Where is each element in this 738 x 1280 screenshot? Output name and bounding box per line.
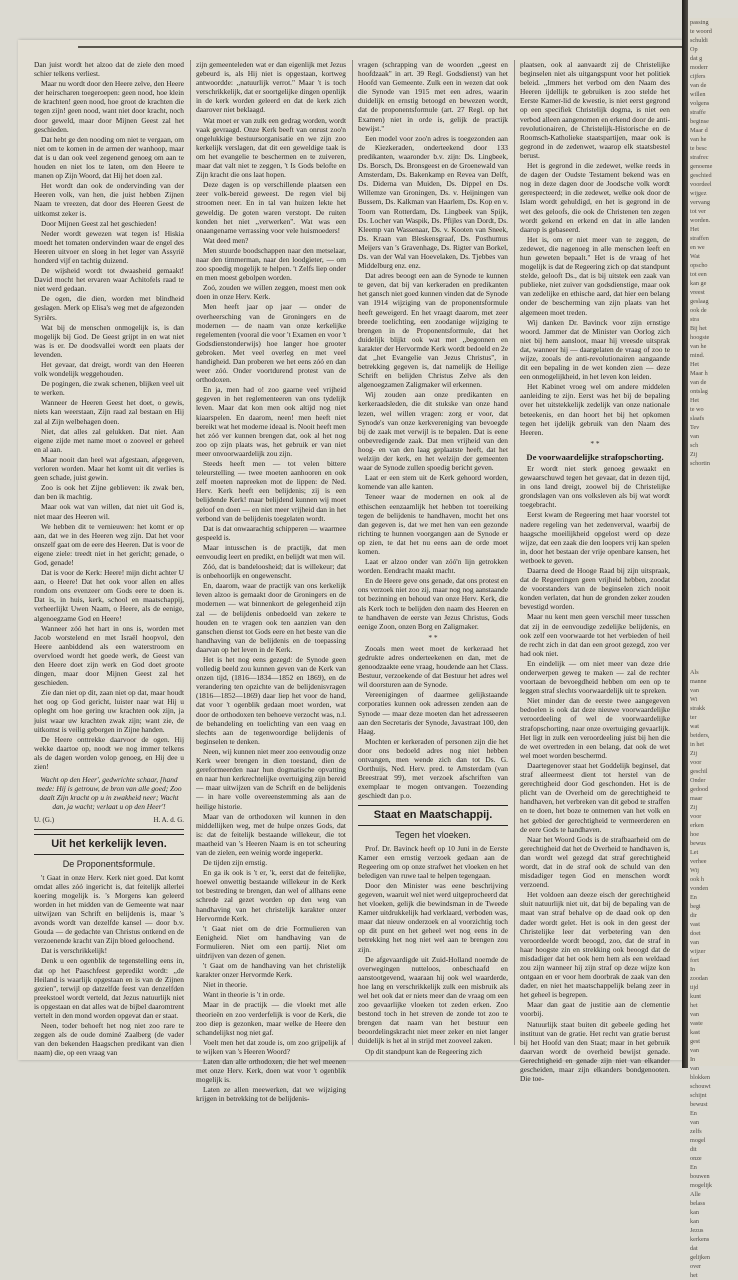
paragraph: Deze dagen is op verschillende plaatsen een zeer volk-bereid geweest. De regen viel bij stroomen neer. En in tal van huizen lekte het geweldig. De goten waren verstopt. De ruiten konden het niet ,,verwerken". Wat was een onaangename verrassing voor vele huismoeders!: [196, 180, 346, 235]
next-page-fragment: Let: [690, 849, 699, 856]
next-page-fragment: gest: [690, 1038, 700, 1045]
paragraph: En ja, men had o! zoo gaarne veel vrijheid gegeven in het reglementeeren van ons tydelijk leven. Maar dat kon men ook altijd nog niet kiaarspelen. En daarom, neen! men heeft niet bereikt wat het moderne ideaal is. Nooit heeft men het zóó ver kunnen brengen dat, ook al het nog zoo op zijn plaats was, het gebruik er van niet meer onvoorwaardelijk zou zijn.: [196, 385, 346, 458]
paragraph: Neen, wij kunnen niet meer zoo eenvoudig onze Kerk weer brengen in dien toestand, dien de gereformeerden naar hun dogmatische opvatting en naar hun kerkrechtelijke overtuiging zijn bereid — maar uitwijzen van de Schrift en de belijdenis — in hare volle overeenstemming als aan de heilige historie.: [196, 746, 346, 811]
next-page-fragment: te wo: [690, 406, 704, 413]
paragraph: Men stuurde boodschappen naar den metselaar, naar den timmerman, naar den loodgieter, — om zoo spoedig mogelijk te helpen. 't Zelfs liep onder en men moest gebolpen worden.: [196, 245, 346, 283]
paragraph: Zoó, zouden we willen zeggen, moest men ook doen in onze Herv. Kerk.: [196, 283, 346, 302]
paragraph: Wat deed men?: [203, 235, 249, 245]
paragraph: En, daarom, waar de practijk van ons kerkelijk leven alzoo is gemaakt door de Groningers en de modernen — wat binnenkort de gelegenheid zijn zal — de belijdenis onbedoeld van zekere te houden en te vragen ook ten aanzien van den ganschen dienst tot Gods eere en het beste van die handhaving van de belijdenis en de toepassing daarvan op het leven in de Kerk.: [196, 581, 346, 654]
next-page-fragment: te besc: [690, 145, 708, 152]
paragraph: Maar van de orthodoxen wil kunnen in den middellijken weg, met de hulpe onzes Gods, dat is: dat de feitelijk bestaande willekeur, die tot maatheid van 's Heeren Naam is en tot scheuring van de zielen, een weinig worde ingeperkt.: [196, 811, 346, 857]
next-page-fragment: blokken: [690, 1074, 710, 1081]
column-2: [196, 60, 347, 1104]
next-page-fragment: van he: [690, 343, 707, 350]
column-divider: [514, 60, 515, 1045]
adjacent-page-edge: [688, 18, 738, 1279]
next-page-fragment: gedood: [690, 786, 709, 793]
paragraph: Naar het Woord Gods is de strafbaarheid om de gerechtigheid dat het de Overheid te handhaven is, dan wordt wel gezegd dat straf gerechtigheid wordt, dat in de straf ook de schuld van den misdadiger tegen God en menschen wordt verzoend.: [520, 834, 670, 890]
next-page-fragment: onze: [690, 1155, 702, 1162]
next-page-fragment: vonden: [690, 885, 709, 892]
next-page-fragment: van: [690, 687, 699, 694]
paragraph: Prof. Dr. Bavinck heeft op 10 Juni in de Eerste Kamer een ernstig verzoek gedaan aan de Regeering om op onze strafwet het vloeken en het beledigen van ruwe taal te helpen tegengaan.: [358, 843, 508, 880]
next-page-fragment: kan: [690, 1218, 699, 1225]
next-page-fragment: Het: [690, 226, 699, 233]
paragraph: Maar ook wat van willen, dat niet uit God is, niet maar des Heeren wil.: [34, 502, 184, 521]
heading-line: Door Mijnen Geest zal het geschieden!: [41, 218, 157, 228]
section-stars: * *: [428, 632, 438, 642]
next-page-fragment: En: [690, 1164, 697, 1171]
next-page-fragment: ook h: [690, 876, 704, 883]
next-page-fragment: En: [690, 894, 697, 901]
next-page-fragment: cijfers: [690, 73, 706, 80]
next-page-fragment: dit: [690, 1146, 697, 1153]
next-page-fragment: Onder: [690, 777, 706, 784]
paragraph: En de Heere geve ons genade, dat ons protest en ons verzoek niet zoo zij, maar nog nog aanstaande tot bezinning en behoud van onze Herv. Kerk, die als Kerk toch te belijden den naam des Heeren en te handhaven de eerste van Jezus Christus, Gods eenige Zoon, onzen Borg en Zaligmaker.: [358, 576, 508, 631]
next-page-fragment: maar: [690, 795, 703, 802]
signature-left: U. (G.): [34, 815, 55, 824]
next-page-fragment: Wij: [690, 867, 700, 874]
next-page-fragment: Alle: [690, 1191, 701, 1198]
paragraph: Wanneer zóó het hart in ons is, worden met Jacob worstelend en met Israël hoopvol, den Heere aanbiddend als een waterstroom en overvloed wordt het goede werk, de Geest van den Heere doet zijn werk en God doet groote dingen, maar door Mijnen Geest zal het geschieden.: [34, 623, 184, 688]
paragraph: 't Gaat in onze Herv. Kerk niet goed. Dat komt omdat alles zóó ingericht is, dat feitelijk allerlei koering mogelijk is. 's Morgens kan geleerd worden in het midden van de Gemeente wat naar uitwijzen van Schrift en belijdenis is, maar 's avonds wordt van dezelfde kansel — door b.v. Gouda — de gedachte van Christus ontkend en de verzoenende kracht van Zijn bloed geloochend.: [34, 872, 184, 946]
paragraph: Wat bij de menschen onmogelijk is, is dan mogelijk bij God. De Geest grijpt in en wat niet was is er. De doodsvallei wordt een plaats der levenden.: [34, 322, 184, 359]
paragraph: En eindelijk — om niet meer van deze drie onderwerpen geweg te maken — zal de rechter voortaan de bevoegdheid hebben om een op te leggen straf slechts voorwaardelijk uit te spreken.: [520, 658, 670, 696]
paragraph: Zoo is ook het Zijne geblieven: ik zwak ben, dan ben ik machtig.: [34, 483, 184, 502]
paragraph: Mochten er kerkeraden of personen zijn die het door ons bedoeld adres nog niet hebben ontvangen, men wende zich dan tot Ds. G. Oorthuijs, Ned. Herv. pred. te Amsterdam (van Breestraat 99), met verzoek afschriften van exemplaar te mogen ontvangen. Toezending geschiedt dan p.o.: [358, 736, 508, 801]
signature-right: H. A. d. G.: [153, 815, 184, 824]
column-3: [358, 60, 508, 1056]
paragraph: Zie dan niet op dit, zaan niet op dat, maar houdt het oog op God gericht, luister naar wat Hij u opleght om hoe gering uw krachten ook zijn, ja juist waar uw krachten zwak zijn; want zie, de uitkomst is veilig geborgen in Zijne handen.: [34, 688, 184, 734]
section-title: Uit het kerkelijk leven.: [34, 834, 184, 855]
next-page-fragment: straffe: [690, 109, 706, 116]
next-page-fragment: bewus: [690, 840, 706, 847]
next-page-fragment: Maar h: [690, 370, 708, 377]
next-page-fragment: schuldi: [690, 37, 708, 44]
article-title: De Proponentsformule.: [62, 858, 156, 869]
next-page-fragment: kunt: [690, 993, 702, 1000]
top-rule: [78, 46, 682, 48]
next-page-fragment: erken: [690, 822, 704, 829]
next-page-fragment: willen: [690, 91, 706, 98]
paragraph: Niet minder dan de eerste twee aangegeven bedoelen is ook dat deze nieuwe voorwaardelijke veroordeeling of wel de voorwaardelijke strafopschorting, naar onze overtuiging gevaarlijk. Het ligt in zulk een veroordeeling juist bij hen die de wet overtreden in een belang, dat ook de wet wel moet worden beschermd.: [520, 696, 670, 760]
next-page-fragment: van: [690, 1119, 699, 1126]
next-page-fragment: gelijken: [690, 1254, 710, 1261]
next-page-fragment: ontslag: [690, 388, 708, 395]
next-page-fragment: vast: [690, 921, 700, 928]
next-page-fragment: passing: [690, 19, 709, 26]
next-page-fragment: van de: [690, 82, 707, 89]
paragraph: 't Gaat niet om de drie Formulieren van Eenigheid. Niet om handhaving van de Formulieren. Niet om een partij. Niet om uitdrijven van dezen of genen.: [196, 923, 346, 960]
next-page-fragment: Zij: [690, 804, 698, 811]
next-page-fragment: Zij: [690, 750, 698, 757]
paragraph: Steeds heeft men — tot velen bittere teleurstelling — twee moeten aanhooren en ook zelf moeten napreeken mot de lippen: de Ned. Herv. Kerk heeft een belijdenis; zij is een belijdende Kerk! maar belijdend kunnen wij moet geloof en doen — en niet meer vrijheid dan in het verbond van de belijdenis toegelaten wordt.: [196, 459, 346, 523]
column-4: [520, 60, 670, 1084]
next-page-fragment: stra: [690, 316, 699, 323]
paragraph: Door den Minister was eene beschrijving gegeven, waaruit wel niet werd uitgeprocheerd dat het vloeken, gelijk die bewindsman in de Tweede Kamer uitdrukkelijk had verklaard, verboden was, maar dat nieuw onderzoek en al voorzichtig toch op dit punt en het geheel wet nog eens in de betrekking het nog niet wel aan te brengen zou zijn.: [358, 880, 508, 954]
paragraph: Neder wordt gewezen wat tegen is! Hiskia moedt het tomaten ondervinden waar de engel des Heeren uitvoer en sloeg in het leger van Assyrië honderd vijf en tachtig duizend.: [34, 228, 184, 265]
paragraph: Het is, om er niet meer van te zeggen, de zedewet, die nagenoeg in alle menschen leeft en hun geweten bepaalt." Het is de vraag of het mogelijk is dat de Regeering zich op dat standpunt stelde, gelooft Ds., dat is bij uitstek een zaak van publieke, niet zuiver van godsdienstige, maar ook van zedelijke en ethische aard, dat hier een belang onder de bescherming van zijn plaats van het algemeen moet treden.: [520, 234, 670, 317]
next-page-fragment: belass: [690, 1200, 706, 1207]
next-page-fragment: schortin: [690, 460, 710, 467]
next-page-fragment: strafrec: [690, 154, 709, 161]
next-page-fragment: zoodan: [690, 975, 708, 982]
paragraph: De pogingen, die zwak schenen, blijken veel uit te werken.: [34, 379, 184, 398]
next-page-fragment: geslaag: [690, 298, 709, 305]
paragraph: Laat er alzoo onder van zóó'n lijn getrokken worden. Eendracht maakt macht.: [358, 557, 508, 576]
next-page-fragment: ook de: [690, 307, 707, 314]
next-page-fragment: fort: [690, 957, 699, 964]
next-page-fragment: voor: [690, 813, 702, 820]
paragraph: Niet in theorie.: [203, 980, 248, 990]
next-page-fragment: volgens: [690, 100, 710, 107]
next-page-fragment: tijd: [690, 984, 699, 991]
paragraph: Maar dan gaat de justitie aan de clementie voorbij.: [520, 1000, 670, 1019]
next-page-fragment: Wat: [690, 253, 700, 260]
next-page-fragment: In: [690, 966, 696, 973]
signature-line: [34, 816, 184, 825]
next-page-fragment: vaste: [690, 1020, 703, 1027]
article-title: Tegen het vloeken.: [395, 829, 471, 840]
next-page-fragment: vreest: [690, 289, 705, 296]
next-page-fragment: sch: [690, 442, 699, 449]
next-page-fragment: beiders,: [690, 732, 710, 739]
paragraph: Niet, dat alles zal gelukken. Dat niet. Aan eigene zijde met name moet o zooveel er geheel en al aan.: [34, 426, 184, 454]
paragraph: Wanneer de Heeren Geest het doet, o gewis, niets kan weerstaan, Zijn raad zal bestaan en Hij zal al Zijn welbehagen doen.: [34, 398, 184, 426]
paragraph: Het wordt dan ook de ondervinding van der Heeren volk, van hen, die juist hebben Zijnen Naam te vreezen, dat door des Heeren Geest de uitkomst zeker is.: [34, 181, 184, 218]
paragraph: Zóó, dat is bandeloosheid; dat is willekeur; dat is onbehoorlijk en ongewenscht.: [196, 562, 346, 581]
next-page-fragment: Tev: [690, 424, 700, 431]
next-page-fragment: in het: [690, 741, 704, 748]
next-page-fragment: dir: [690, 912, 697, 919]
next-page-fragment: begi: [690, 903, 701, 910]
next-page-fragment: manne: [690, 678, 707, 685]
next-page-fragment: straffen: [690, 235, 709, 242]
next-page-fragment: voor: [690, 759, 702, 766]
paragraph: De ogen, die dien, worden met blindheid geslagen. Merk op Elisa's weg met de afgezonden Syriërs.: [34, 294, 184, 322]
paragraph: Dan juist wordt het alzoo dat de ziele den moed schier telkens verliest.: [34, 60, 184, 79]
paragraph: Wij danken Dr. Bavinck voor zijn ernstige woord. Jammer dat de Minister van Oorlog zich niet bij hem aansloot, maar hij vreesde uitsprak dat, wanneer hij — daargelaten de vraag of zoo te wijze, zooals de anti-revolutionairen aangaande dit een bepaling in de wet konden zien — deze een onmogelijkheid, in het leven kon leiden.: [520, 317, 670, 382]
next-page-fragment: moderr: [690, 64, 708, 71]
paragraph: Maar nu kent men geen verschil meer tusschen dat zij in de eenvoudige zedelijke belijdenis, en ook zelf een voorwaarde tot het verbieden of heil de recht zich in dat dan een groot gezegd, zoo ver had ook niet.: [520, 612, 670, 658]
next-page-fragment: strakk: [690, 705, 706, 712]
paragraph: Maar nooit dan heel wat afgestaan, afgegeven, verloren worden. Maar het komt uit dit verlies is geen schade, juist gewin.: [34, 454, 184, 483]
next-page-fragment: In: [690, 1056, 696, 1063]
column-divider: [190, 60, 191, 1045]
paragraph: Het gevaar, dat dreigt, wordt van den Heeren volk wondelijk weggehouden.: [34, 360, 184, 379]
paragraph: Er wordt niet sterk genoeg gewaakt en gewaarschuwd tegen het gevaar, dat in dezen tijd, in ons land dreigt, zoowel bij de Christelijke grondslagen van ons volksleven als bij wat wordt toegebracht.: [520, 463, 670, 510]
paragraph: Laten ze allen meewerken, dat we wijziging krijgen in betrekking tot de belijdenis-: [196, 1085, 346, 1104]
next-page-fragment: zelfs: [690, 1128, 702, 1135]
paragraph: Voelt men het dat zoude is, om zoo grijpelijk af te wijken van 's Heeren Woord?: [196, 1037, 346, 1056]
next-page-fragment: doet: [690, 930, 701, 937]
next-page-fragment: van: [690, 1047, 699, 1054]
section-stars: * *: [590, 438, 600, 448]
next-page-fragment: ter: [690, 714, 697, 721]
next-page-fragment: van he: [690, 136, 707, 143]
next-page-fragment: dat: [690, 1245, 698, 1252]
paragraph: Daartegenover staat het Goddelijk beginsel, dat straf alleermeest dient tot herstel van de gerechtigheid door God geschonden. Het is de plicht van de Overheid om de gerechtigheid te handhaven, het verbreken van dit gebod te straffen en te doen, het boze te ontnemen van het volk en het gebied der gerechtigheid te vermeerderen en de eere Gods te handhaven.: [520, 760, 670, 834]
paragraph: Laat er een stem uit de Kerk gehoord worden, komende van alle kanten.: [358, 473, 508, 492]
next-page-fragment: mogelijk: [690, 1182, 712, 1189]
paragraph: Natuurlijk staat buiten dit gebeele geding het instituut van de gratie. Het recht van gratie berust bij het Hoofd van den Staat; maar in het gebruik daarvan wordt de overheid bewijst genade. Gerechtigheid en genade zijn niet van elkander gescheiden, maar zijn elkanders bondgenooten. Die toe-: [520, 1019, 670, 1084]
next-page-fragment: kast: [690, 1029, 700, 1036]
next-page-fragment: genoeme: [690, 163, 713, 170]
paragraph: Want in theorie is 't in orde.: [203, 990, 285, 1000]
next-page-fragment: van: [690, 1011, 699, 1018]
next-page-fragment: bouwen: [690, 1173, 710, 1180]
next-page-fragment: van: [690, 939, 699, 946]
next-page-fragment: hoe: [690, 831, 699, 838]
paragraph: Het is het nog eens gezegd: de Synode geen volledig beeld zou kunnen geven van de Kerk van onzen tijd, (1816—1834—1852 en 1869), en de verandering ten opzichte van de belijdenisvragen (1816—1852—1869) daar liep het voor de hand, dat voor 't ogenblik gedaan moet worden, wat door de orthodoxen ten behoeve verzocht was, n.l. de behandeling en toelichting van een vaag en slechts aan de tegenwoordige belijdenis of beginselen te denken.: [196, 655, 346, 746]
paragraph: plaatsen, ook al aanvaardt zij de Christelijke beginselen niet als uitgangspunt voor het politiek beleid. ,,Immers het verbod om den Naam des Heeren ijdellijk te gebruiken is zoo stelde het Eerste Kamer-lid de kwestie, is niet eerst gegrond op een specifiek Christelijk dogma, is niet een verbod alleen aangenomen en erkend door de anti-revolutionairen, de Christelijk-Historische en de Roomsch-Katholieke staatspartijen, maar ook is gegrond in de zedenwet, waarop elk staatsbestel berust.: [520, 60, 670, 160]
column-1: [34, 60, 185, 1058]
next-page-fragment: wijgez: [690, 190, 707, 197]
next-page-fragment: Maar d: [690, 127, 708, 134]
paragraph: Neen, toder behoeft het nog niet zoo rare te zeggen als de oude dominé Zaalberg (de vader van den bekenden Haagschen predikant van dien naam) die, op een vraag van: [34, 1021, 184, 1058]
next-page-fragment: schouwt: [690, 1083, 711, 1090]
next-page-fragment: tot een: [690, 271, 707, 278]
paragraph: Vereenigingen of daarmee gelijkstaande corporaties kunnen ook adressen zenden aan de Synode — maar deze moeten dan het adresseeren aan den Secretaris der Synode, Javastraat 100, den Haag.: [358, 690, 508, 736]
next-page-fragment: Wi: [690, 696, 698, 703]
next-page-fragment: Jezus: [690, 1227, 704, 1234]
paragraph: De tijden zijn ernstig.: [203, 858, 268, 868]
next-page-fragment: slaafs: [690, 415, 705, 422]
paragraph: Eerst kwam de Regeering met haar voorstel tot nadere regeling van het zedenverval, waarbij de haagsche moeilijkheid opgelost werd op deze wijze, dat een zaak die den loopers vrij kan spelen in, door het bestaan der vrije openbare kansen, het wetboek te geven.: [520, 510, 670, 565]
paragraph: Maar nu wordt door den Heere zelve, den Heere der heirscharen toegeroepen: geen nood, hoe klein de krachten! geen nood, hoe groot de krachten die tegen zijn! geen nood, want niet door kracht, noch door geweld, maar door Mijnen Geest zal het geschieden.: [34, 79, 184, 134]
paragraph: Dat hebt ge den nooding om niet te vergaan, om niet om te komen in de armen der wanhoop, maar dat is u dan ook veel zegenend genoeg om aan te houden en niet los te laten, om den Heere te manen op Zijn Woord, dat Hij het doen zal.: [34, 134, 184, 181]
paragraph: Maar in de practijk — die vloekt met alle theorieën en zoo verderfelijk is voor de Kerk, die zoo diep is gezonken, maar welke de Heere den schandelijkst nog niet gaf.: [196, 1000, 346, 1037]
paragraph: Men heeft jaar op jaar — onder de overheersching van de Groningers en de modernen — de naam van onze kerkelijke regelementen (vooral die voor 't Examen en voor 't Godsdienstonderwijs) hoe langer hoe grooter gebroken. Met veel overleg en met veel handigheid. Dan proberen we het eens zóó en dan weer zóó. Onder voortdurend protest van de orthodoxen.: [196, 302, 347, 385]
next-page-fragment: te woord: [690, 28, 712, 35]
paragraph: En ga ik ook is 't er, 'k, eerst dat de feitelijke, hoewel onwettig bestaande willekeur in de Kerk tot bestreding te brengen, dan wel of allhans eene schrede zal gezet worden op den weg van handhaving van het christelijk karakter onzer Hervormde Kerk.: [196, 868, 346, 923]
next-page-fragment: verhee: [690, 858, 707, 865]
newspaper-page: [18, 40, 682, 1104]
next-page-fragment: schijnt: [690, 1092, 707, 1099]
next-page-fragment: wijzer: [690, 948, 706, 955]
paragraph: Wij zouden aan onze predikanten en kerkeraadsleden, die dit stukske van onze hand lezen, wel willen vragen: zorg er voor, dat Synode's van onze kerkvereniging van bevoegde bij de zaak met verwijl is te bepalen. Dat is eene onbevredigende zaak. Dat men vrijheid van den hoog- en van den laag geplaatste heeft, dat het welzijn der kerk, en het welzijn der gemeenten waar de Synode zullen spoedig bericht geven.: [358, 390, 508, 473]
paragraph: Teneer waar de modernen en ook al de ethischen eenzaamlijk het hebben tot toereiking tegen de belijdenis te handhaven, mocht het ons dan gegeven is, dat we met hen van een gezonde richting te hunnen voorgangen aan de Synode er op zien, te dat het nu eens aan de orde moet komen.: [358, 492, 508, 556]
next-page-fragment: wat: [690, 723, 699, 730]
next-page-fragment: mogel: [690, 1137, 706, 1144]
paragraph: Laten dan alle orthodoxen, die het wel meenen met onze Herv. Kerk, doen wat voor 't ogenblik mogelijk is.: [196, 1057, 346, 1085]
paragraph: Denk u een ogenblik de tegenstelling eens in, dat op het Paaschfeest gepredikt wordt: ,,de Heiland is waarlijk opgestaan en is van de Zijnen gezien", terwijl op datzelfde feest van denzelfden preekstoel wordt verteld, dat Jezus natuurlijk niet is opgestaan en dat alles wat de bijbel daaromtrent vertelt in den mond worden opgevat dan er staat.: [34, 956, 184, 1020]
next-page-fragment: vervang: [690, 199, 710, 206]
paragraph: Dat adres beoogt een aan de Synode te kunnen te geven, dat bij van kerkeraden en predikanten het gansch niet goed kunnen vinden dat de Synode van 1914 wijziging van de proponentsformule heeft geweigerd. En het vraagt daarom, met zeer breede toelichting, een zoodanige wijziging te brengen in de Proponentsformule, dat het duidelijk blijkt ook wat met ,,begonnen en karakter der Hervormde Kerk wordt bedoeld en 2e dat ,,het Evangelie van Jezus Christus", in betrekking gegeven is, dat namelijk de Heilige Schrift en belijden Christus Zelve als den algenoegzamen Zaligmaker wil erkennen.: [358, 271, 508, 390]
next-page-fragment: hoogste: [690, 334, 710, 341]
next-page-fragment: en we: [690, 244, 705, 251]
next-page-fragment: het: [690, 1272, 698, 1279]
paragraph: zijn gemeenteleden wat er dan eigenlijk met Jezus gebeurd is, als Hij niet is opgestaan, kortweg antwoordde: ,,natuurlijk verrot." Maar 't is toch verschrikkelijk, dat er soortgelijke dingen openlijk in de kerk worden geleerd en dat de kerk zich daarover niet beklaagd.: [196, 60, 346, 115]
next-page-fragment: opscho: [690, 262, 708, 269]
paragraph: vragen (schrapping van de woorden ,,geest en hoofdzaak" in art. 39 Regl. Godsdienst) van het Hoofd van Gemeente. Zulk een in wezen dat ook die Synode van 1915 met een adres, waarin duidelijk en ernstig betoogd en bewezen wordt, dat de proponentsformule (art. 27 Regl. op het Examen) niet in orde is, gelijk de practijk bewijst.": [358, 60, 508, 133]
next-page-fragment: kan ge: [690, 280, 707, 287]
paragraph: Dat is dat onwaarachtig schipperen — waarmee gespeeld is.: [196, 523, 346, 542]
next-page-fragment: worden.: [690, 217, 711, 224]
next-page-fragment: Op: [690, 46, 698, 53]
paragraph: De afgevaardigde uit Zuid-Holland noemde de overwegingen nutteloos, onbeschaafd en aanstootgevend, waaraan hij ook wel waarderde, hoe lang en verschrikkelijk zulk een misbruik als wel het ook dat er niets meer dan de vraag om een zoo gevaarlijke vloeken tot zeden erken. Zoo bestond toch in het streven de zonde tot zoo te brengen dat naam van het bestuur een beoordelingskracht niet meer zeker en niet langer duidelijk is het al in strijd met zooveel zaken.: [358, 954, 508, 1046]
next-page-fragment: voordeel: [690, 181, 712, 188]
next-page-fragment: Als: [690, 669, 699, 676]
paragraph: Dat is verschrikkelijk!: [41, 946, 108, 956]
next-page-fragment: van: [690, 1065, 699, 1072]
next-page-fragment: van de: [690, 379, 707, 386]
paragraph: 't Gaat om de handhaving van het christelijk karakter onzer Hervormde Kerk.: [196, 961, 346, 980]
next-page-fragment: Bij het: [690, 325, 707, 332]
section-title: Staat en Maatschappij.: [358, 805, 508, 826]
divider: [34, 829, 184, 830]
paragraph: Wat moet er van zulk een gedrag worden, wordt vaak gevraagd. Onze Kerk beeft van onrust zoo'n ongelukkige bestuursorganisatie en we zijn zoo kerkelijk verslagen, dat dit een geweldige taak is om het evangelie te beschermen en te zuiveren, maar dat valt niet te zeggen, 't Is Gods belofte en Zijn kracht die ons laat hopen.: [196, 115, 346, 180]
next-page-fragment: Zij: [690, 451, 698, 458]
next-page-fragment: het: [690, 1002, 698, 1009]
paragraph: Daarna deed de Hooge Raad bij zijn uitspraak, dat de Regeeringen geen vrijheid hebben, zoodat de voorstanders van de beginselen zich nooit konden verlaten, dat hun de gronden zeker zouden bevestigd worden.: [520, 565, 670, 612]
paragraph: Het Kabinet vroeg wel om andere middelen aanleiding te zijn. Eerst was het bij de bepaling over het uitstekkelijk zedelijk van onze nationale beteekenis, en dan hoort het bij het opkomen tegen het ijdelijk gebruik van den Naam des Heeren.: [520, 382, 670, 437]
paragraph: Het voldoen aan deeze eisch der gerechtigheid sluit natuurlijk niet uit, dat bij de bepaling van de maat van straf behalve op de daad ook op den dader wordt gelet. Het is ook in den geest der Christelijke leer dat verbetering van den veroordeelde wordt beoogd, zoo, dat de straf in haar hoogste zin en strekking ook beoogd dat de misdadiger dat het ook hem hem als een weldaad zou zijn wanneer hij zijn straf op deze wijze kon ontgaan en er voor hem doorbrak de zaak van den dader, en niet het maatschappelijk belang zeer in het geheel is begrepen.: [520, 890, 670, 1000]
next-page-fragment: Het: [690, 361, 699, 368]
paragraph: Op dit standpunt kan de Regeering zich: [365, 1046, 482, 1056]
next-page-fragment: mind.: [690, 352, 705, 359]
next-page-fragment: kan: [690, 1209, 699, 1216]
next-page-fragment: En: [690, 1110, 697, 1117]
next-page-fragment: Het: [690, 397, 699, 404]
paragraph: Een model voor zoo'n adres is toegezonden aan de Kiezkeraden, onderteekend door 133 predikanten, waaronder b.v. zijn: Ds. Lingbeek, Ds. Borsch, Ds. Bronsgeest en de Groenewald van Amsterdam, Ds. Bakenkamp en Revea van Delft, Ds. Diderna van Muiden, Ds. Dippel en Ds. Willemze van Groningen, Ds. v. Heijningen van Bussem, Ds. Kalkman van Haarlem, Ds. Kop en v. Toorn van Rotterdam, Ds. Lingbeek van Spijk, Ds. Locher van Waspik, Ds. Pfijles van Dordt, Ds. Kleemp van Wassenaar, Ds. v. Kooten van Sneek, Ds. Kraan van Bleskensgraaf, Ds. Posthumus Meijers van 's Gravenhage, Ds. Rigter van Borkel, Ds. van der Wal van Hoevelaken, Ds. Tjebbes van Middelburg enz. enz.: [358, 133, 508, 271]
next-page-fragment: tot ver: [690, 208, 706, 215]
article-title: De voorwaardelijke strafopschorting.: [526, 451, 664, 462]
next-page-fragment: over: [690, 1263, 701, 1270]
poem-stanza: Wacht op den Heer', gedwrichte schaar, [hand mede: Hij is getrouw, de bron van alle goed; Zoo daalt Zijn kracht op u in zwakheid neer; Wacht dan, ja wacht; verlaat u op den Heer'!: [36, 775, 182, 812]
next-page-fragment: kerkens: [690, 1236, 710, 1243]
next-page-fragment: dat g: [690, 55, 703, 62]
next-page-fragment: geschied: [690, 172, 712, 179]
column-divider: [352, 60, 353, 1045]
paragraph: Het is gegrond in die zedewet, welke reeds in de dagen der Oudste Testament bekend was en nog in deze dagen door de Joodsche volk wordt gerespecteerd; in die zedewet, welke ook door de Islam wordt gehuldigd, en het is gegrond in de wet des geloofs, die ook de Christenen ten zegen wordt gekend en erkend en dat in alle landen daarop is gebaseerd.: [520, 161, 670, 234]
paragraph: Dat is voor de Kerk: Heere! mijn dicht achter U aan, o Heere! Dat het ook voor allen en alles rondom ons evenzeer om Gods eere te doen is. Dat is, in huis, kerk, school en maatschappij, verheerlijkt Uwen Naam, o Heere, als de eenige, algenoegzame God en Heere!: [34, 568, 184, 623]
paragraph: De wijsheid wordt tot dwaasheid gemaakt! David mocht het ervaren waar Achitofels raad te niet werd gedaan.: [34, 266, 184, 294]
paragraph: Zooals men weet moet de kerkeraad het gedrukte adres onderteekenen en dan, met de genoodzaakte eene vraag, houdende aan het Class. Bestuur, verzoekende of dat Bestuur het adres wel wil doorsturen aan de Synode.: [358, 643, 508, 690]
next-page-fragment: beginse: [690, 118, 709, 125]
next-page-fragment: bewust: [690, 1101, 708, 1108]
next-page-fragment: van: [690, 433, 699, 440]
paragraph: We hebben dit te vernieuwen: het komt er op aan, dat we in des Heeren weg zijn. Dat het voor onszelf gaat om de eere des Heeren. Dat is voor de eigene ziele: treedt niet in het gericht; genade, o God, genade!: [34, 521, 185, 567]
paragraph: De Heere onttrekke daarvoor de ogen. Hij wekke daartoe op, noodt we nog immer telkens als de dagen worden volop genoeg, en Hij dee u zien!: [34, 734, 184, 772]
next-page-fragment: geschil: [690, 768, 708, 775]
paragraph: Maar intusschen is de practijk, dat men eenvoudig leert en predikt, en belijdt wat men wil.: [196, 542, 346, 561]
